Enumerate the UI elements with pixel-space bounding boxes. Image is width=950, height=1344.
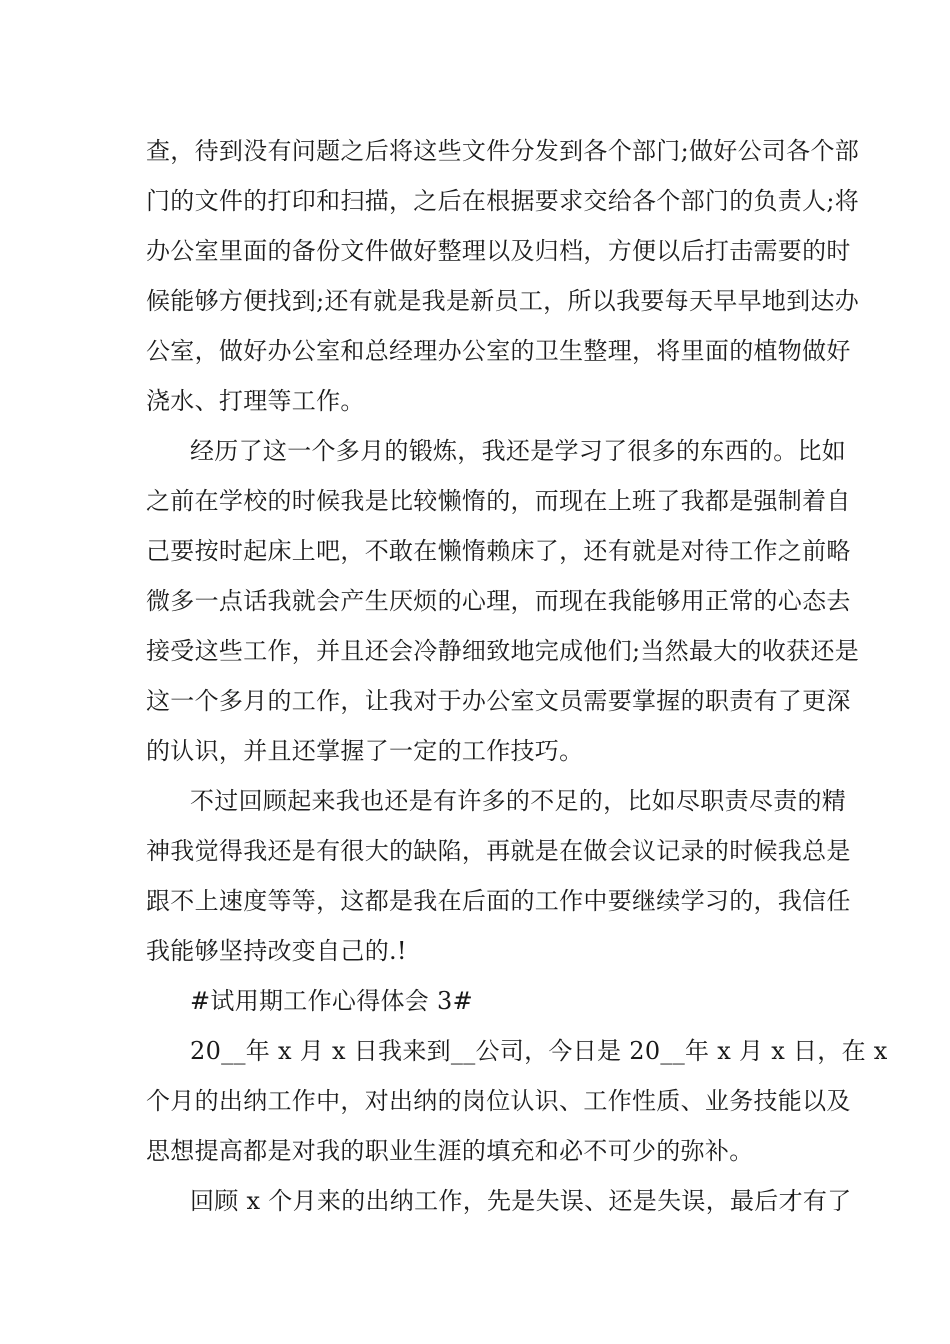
text-line: 办公室里面的备份文件做好整理以及归档，方便以后打击需要的时 (146, 237, 851, 265)
text-line: 查，待到没有问题之后将这些文件分发到各个部门;做好公司各个部 (146, 137, 860, 165)
text-line: 个月的出纳工作中，对出纳的岗位认识、工作性质、业务技能以及 (146, 1087, 851, 1115)
text-line: 之前在学校的时候我是比较懒惰的，而现在上班了我都是强制着自 (146, 487, 851, 515)
text-line: 神我觉得我还是有很大的缺陷，再就是在做会议记录的时候我总是 (146, 837, 851, 865)
text-line: 接受这些工作，并且还会冷静细致地完成他们;当然最大的收获还是 (146, 637, 860, 665)
paragraph-first-line: 20__年 x 月 x 日我来到__公司，今日是 20__年 x 月 x 日，在 x (190, 1037, 888, 1065)
section-heading: #试用期工作心得体会 3# (190, 987, 474, 1015)
text-line: 己要按时起床上吧，不敢在懒惰赖床了，还有就是对待工作之前略 (146, 537, 851, 565)
text-line: 跟不上速度等等，这都是我在后面的工作中要继续学习的，我信任 (146, 887, 851, 915)
text-line: 门的文件的打印和扫描，之后在根据要求交给各个部门的负责人;将 (146, 187, 860, 215)
paragraph-first-line: 经历了这一个多月的锻炼，我还是学习了很多的东西的。比如 (190, 437, 847, 465)
text-line: 我能够坚持改变自己的.! (146, 937, 407, 965)
text-line: 的认识，并且还掌握了一定的工作技巧。 (146, 737, 584, 765)
paragraph-first-line: 回顾 x 个月来的出纳工作，先是失误、还是失误，最后才有了 (190, 1187, 852, 1215)
text-line: 公室，做好办公室和总经理办公室的卫生整理，将里面的植物做好 (146, 337, 851, 365)
text-line: 浇水、打理等工作。 (146, 387, 365, 415)
text-line: 这一个多月的工作，让我对于办公室文员需要掌握的职责有了更深 (146, 687, 851, 715)
text-line: 候能够方便找到;还有就是我是新员工，所以我要每天早早地到达办 (146, 287, 860, 315)
paragraph-first-line: 不过回顾起来我也还是有许多的不足的，比如尽职责尽责的精 (190, 787, 847, 815)
text-line: 思想提高都是对我的职业生涯的填充和必不可少的弥补。 (146, 1137, 754, 1165)
text-line: 微多一点话我就会产生厌烦的心理，而现在我能够用正常的心态去 (146, 587, 851, 615)
